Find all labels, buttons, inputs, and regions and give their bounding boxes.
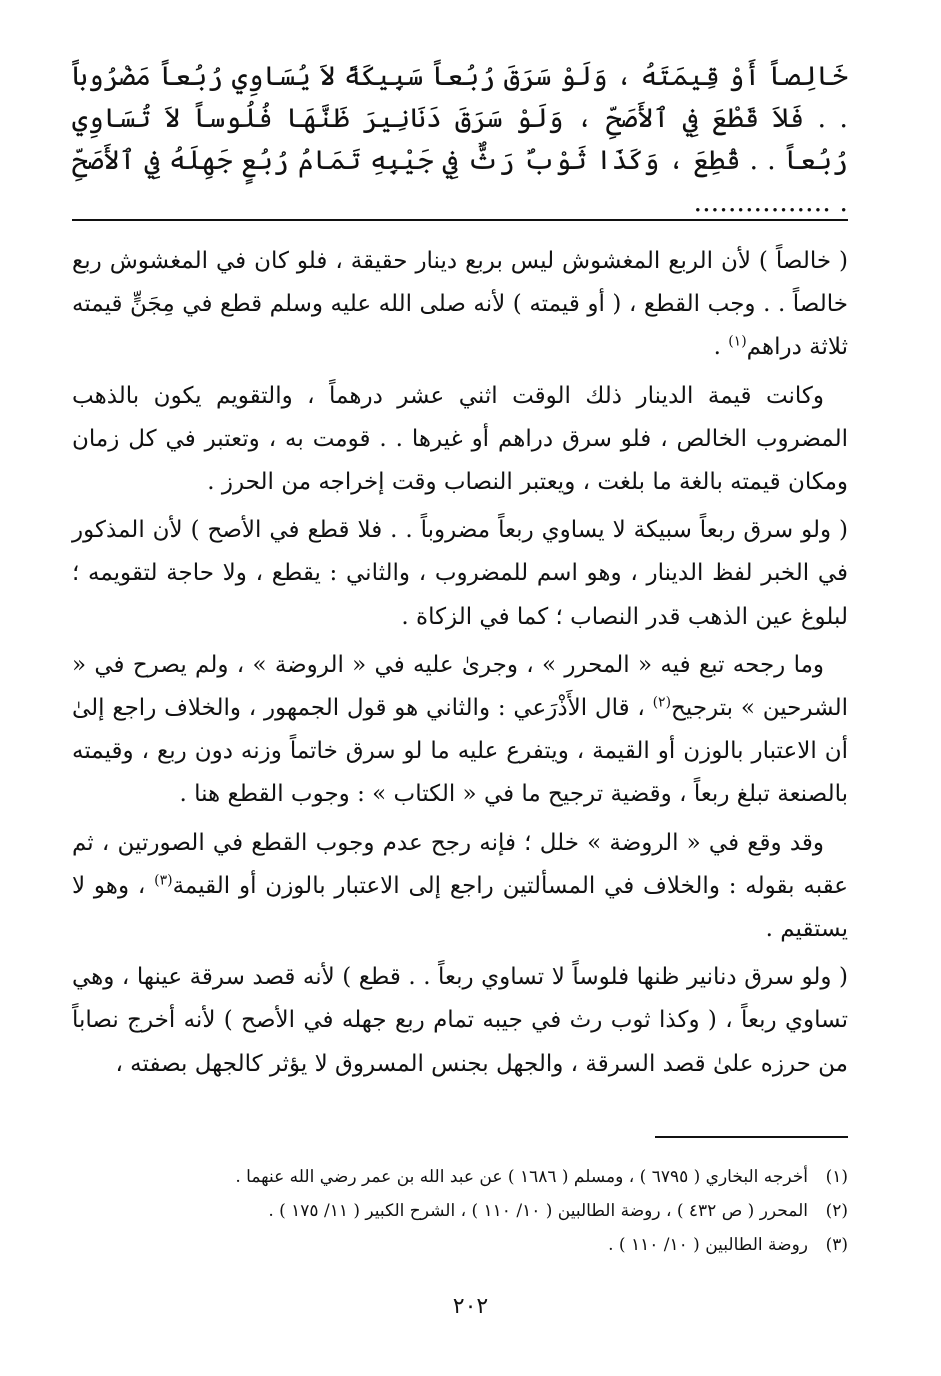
- footnote-3: [72, 1228, 848, 1262]
- commentary-block: [72, 240, 848, 1086]
- commentary-paragraph-1: ( خالصاً ) لأن الربع المغشوش ليس بربع دينار حقيقة ، فلو كان في المغشوش ربع خالصاً . . وجب القطع ، ( أو قيمته ) لأنه صلى الله عليه وسلم قطع في مِجَنٍّ قيمته ثلاثة دراهم$^{(١)}$ .: [72, 248, 848, 361]
- commentary-paragraph-6: ( ولو سرق دنانير ظنها فلوساً لا تساوي ربعاً . . قطع ) لأنه قصد سرقة عينها ، وهي تساوي ربعاً ، ( وكذا ثوب رث في جيبه تمام ربع جهله في الأصح ) لأنه أخرج نصاباً من حرزه علىٰ قصد السرقة ، والجهل بجنس المسروق لا يؤثر كالجهل بصفته ،: [72, 964, 848, 1077]
- matn-separator-rule: [72, 219, 848, 221]
- footnote-1: [72, 1160, 848, 1194]
- footnote-number: (٣): [825, 1235, 848, 1255]
- footnote-2: [72, 1194, 848, 1228]
- footnote-ref-3: (٣): [154, 872, 173, 889]
- commentary-paragraph-5: وقد وقع في « الروضة » خلل ؛ فإنه رجح عدم وجوب القطع في الصورتين ، ثم عقبه بقوله : والخلاف في المسألتين راجع إلى الاعتبار بالوزن أو القيمة$^{(٣)}$ ، وهو لا يستقيم .: [72, 829, 849, 943]
- page-number: ٢٠٢: [452, 1294, 489, 1319]
- commentary-paragraph-2: وكانت قيمة الدينار ذلك الوقت اثني عشر درهماً ، والتقويم يكون بالذهب المضروب الخالص ، فلو سرق دراهم أو غيرها . . قومت به ، وتعتبر في كل زمان ومكان قيمته بالغة ما بلغت ، ويعتبر النصاب وقت إخراجه من الحرز .: [72, 382, 848, 496]
- footnote-number: (٢): [825, 1201, 848, 1221]
- footnote-text: المحرر ( ص ٤٣٢ ) ، روضة الطالبين ( ١٠/ ١١٠ ) ، الشرح الكبير ( ١١/ ١٧٥ ) .: [268, 1201, 808, 1221]
- commentary-paragraph-3: ( ولو سرق ربعاً سبيكة لا يساوي ربعاً مضروباً . . فلا قطع في الأصح ) لأن المذكور في الخبر لفظ الدينار ، وهو اسم للمضروب ، والثاني : يقطع ، ولا حاجة لتقويمه ؛ لبلوغ عين الذهب قدر النصاب ؛ كما في الزكاة .: [72, 517, 848, 630]
- footnote-number: (١): [825, 1167, 848, 1187]
- matn-text-block: [72, 56, 848, 224]
- footnote-ref-2: (٢): [652, 694, 672, 711]
- footnote-text: أخرجه البخاري ( ٦٧٩٥ ) ، ومسلم ( ١٦٨٦ ) عن عبد الله بن عمر رضي الله عنهما .: [235, 1167, 808, 1187]
- footnotes: [72, 1160, 848, 1262]
- commentary-paragraph-4: وما رجحه تبع فيه « المحرر » ، وجرىٰ عليه في « الروضة » ، ولم يصرح في « الشرحين » بترجيح$^{(٢)}$ ، قال الأَذْرَعي : والثاني هو قول الجمهور ، والخلاف راجع إلىٰ أن الاعتبار بالوزن أو القيمة ، ويتفرع عليه ما لو سرق خاتماً وزنه دون ربع ، وقيمته بالصنعة تبلغ ربعاً ، وقضية ترجيح ما في « الكتاب » : وجوب القطع هنا .: [72, 651, 848, 808]
- footnote-separator-rule: [655, 1136, 848, 1138]
- footnote-ref-1: (١): [728, 333, 747, 350]
- matn-text: خَالِصاً أَوْ قِيمَتَهُ ، وَلَوْ سَرَقَ رُبُعاً سَبِيكَةً لاَ يُسَاوِي رُبُعاً مَضْرُوباً . . فَلاَ قَطْعَ فِي ٱلأَصَحِّ ، وَلَوْ سَرَقَ دَنَانِيرَ ظَنَّهَا فُلُوساً لاَ تُسَاوِي رُبُعاً . . قُطِعَ ، وَكَذَا ثَوْبٌ رَثٌّ فِي جَيْبِهِ تَمَامُ رُبُعٍ جَهِلَهُ فِي ٱلأَصَحِّ .: [72, 61, 848, 218]
- matn-dots: ................: [693, 187, 831, 218]
- footnote-text: روضة الطالبين ( ١٠/ ١١٠ ) .: [608, 1235, 808, 1255]
